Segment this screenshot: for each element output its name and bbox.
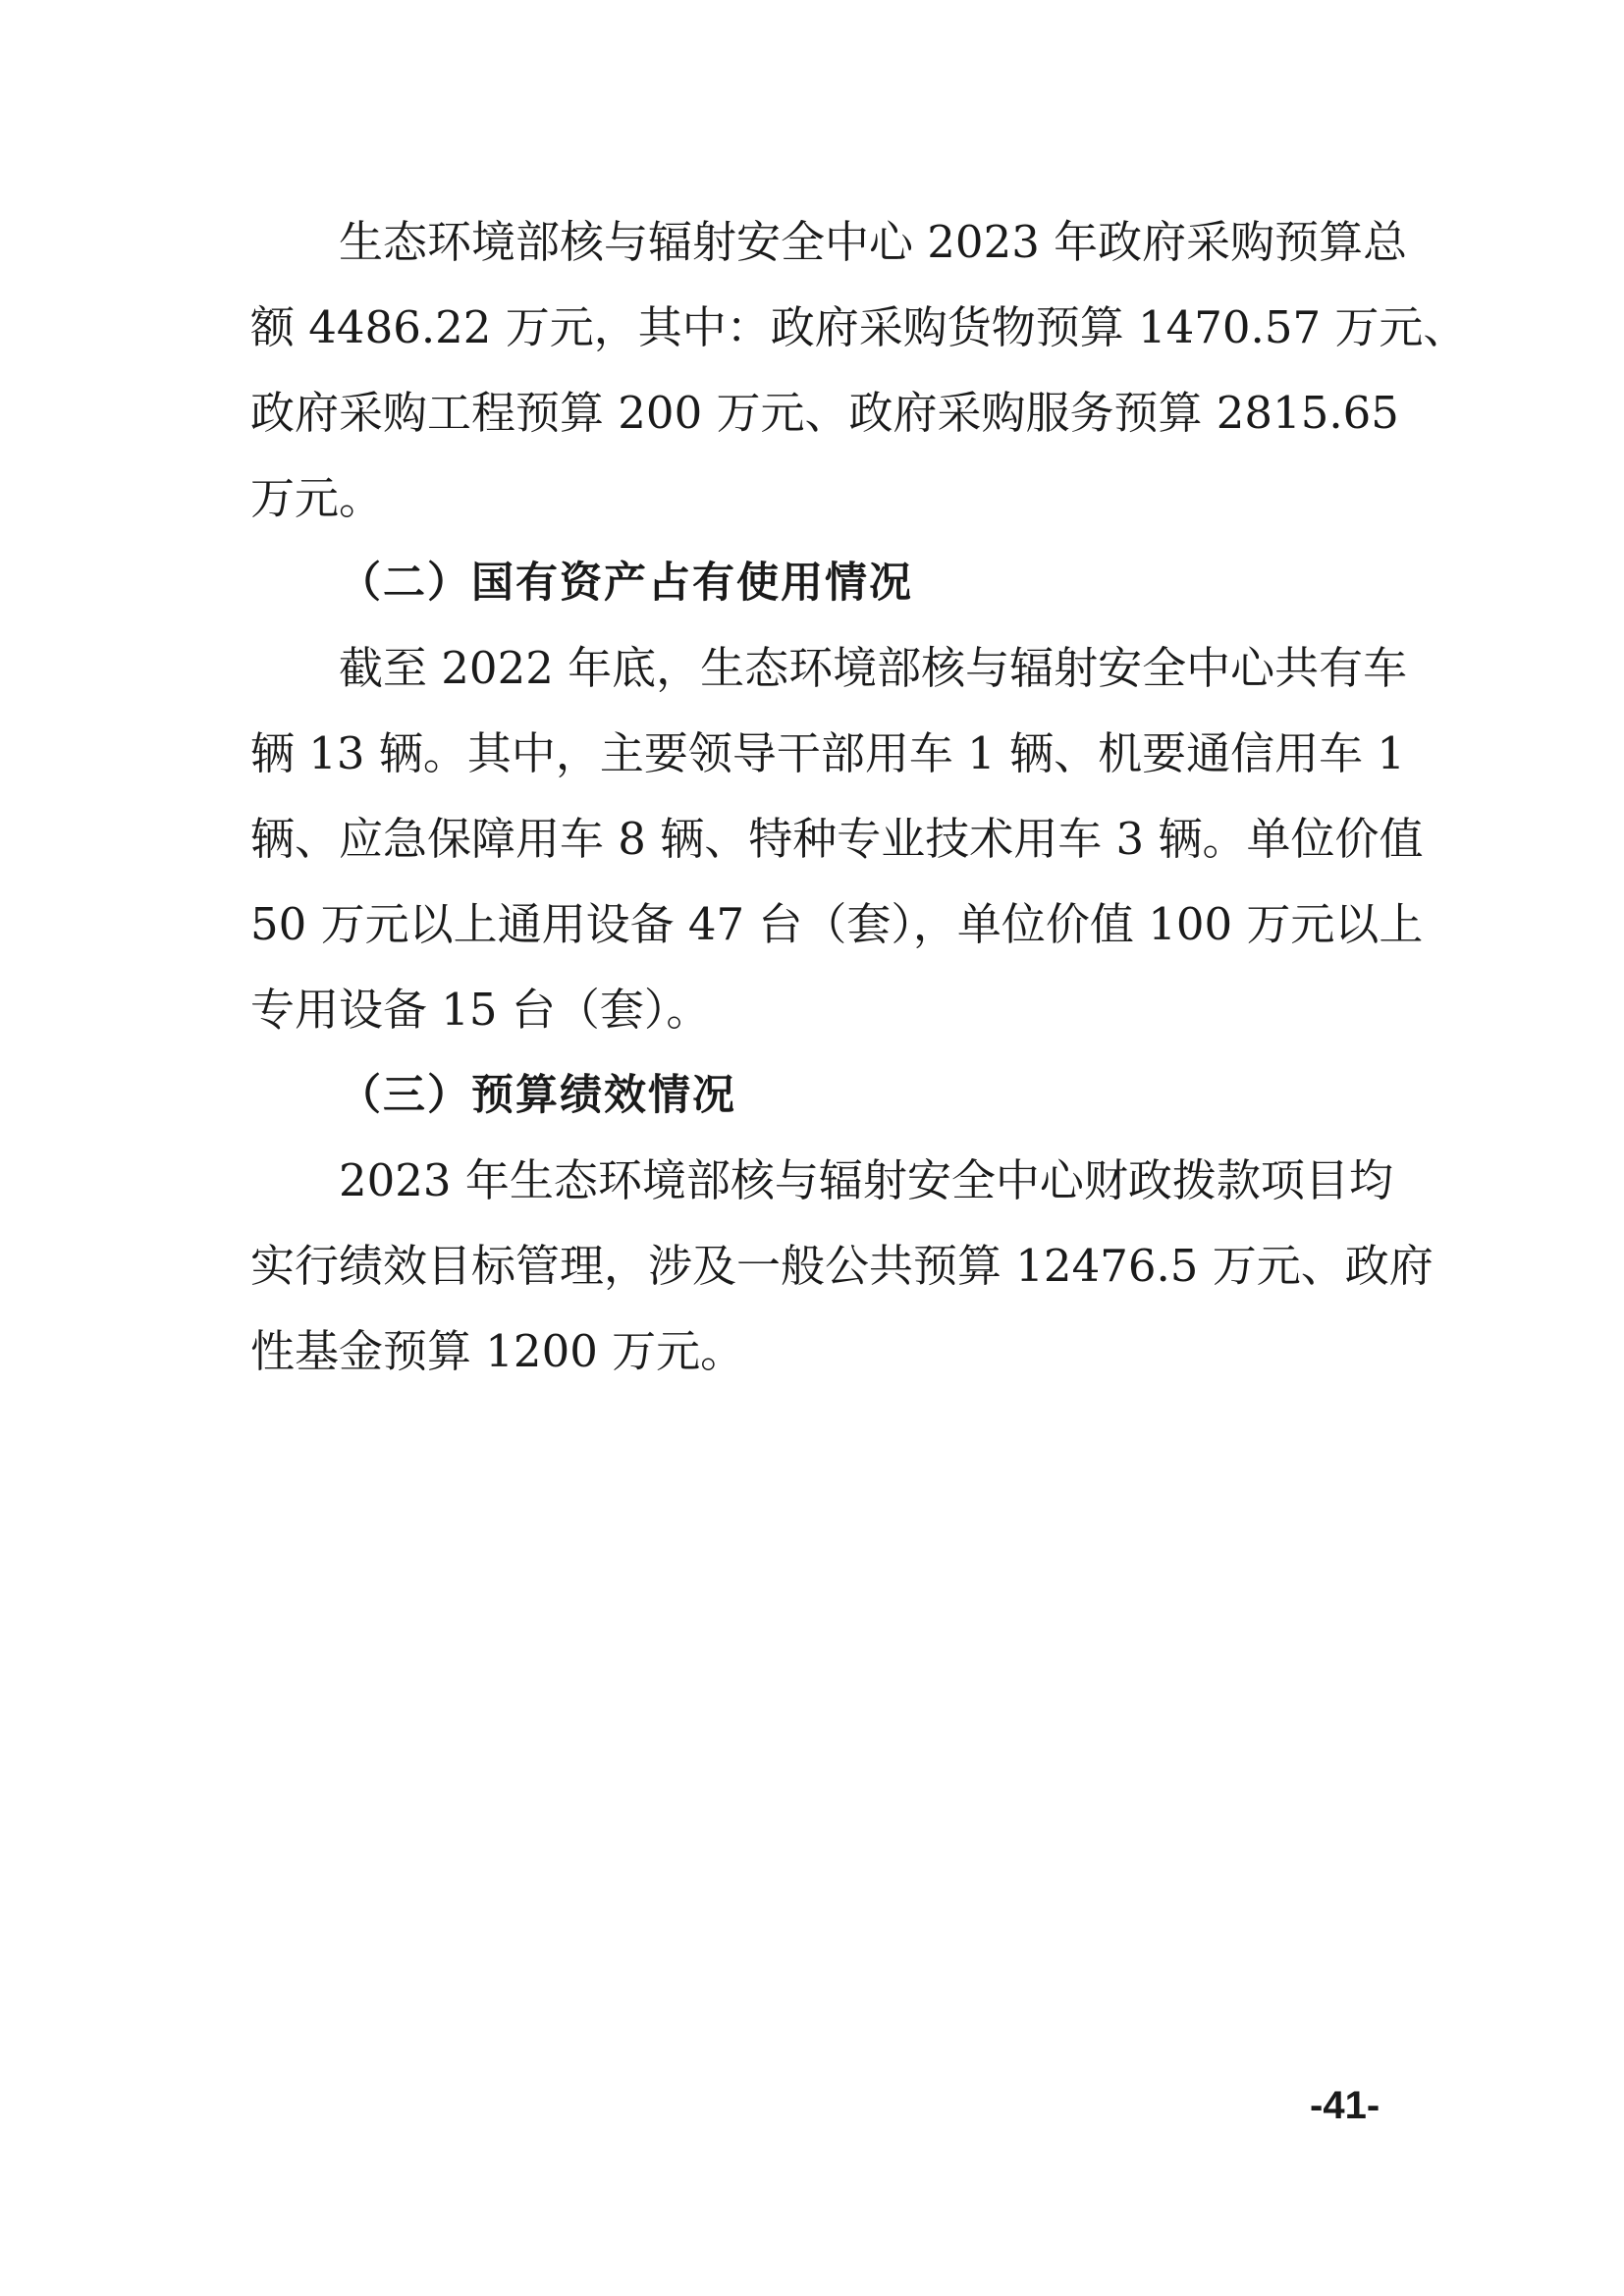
text-line: 50 万元以上通用设备 47 台（套），单位价值 100 万元以上	[250, 898, 1424, 950]
page-number: -41-	[1310, 2084, 1380, 2127]
section-heading-performance: （三）预算绩效情况	[339, 1071, 736, 1120]
text-line: 辆、应急保障用车 8 辆、特种专业技术用车 3 辆。单位价值	[250, 813, 1424, 865]
text-line: 辆 13 辆。其中，主要领导干部用车 1 辆、机要通信用车 1	[250, 727, 1406, 779]
text-line: 实行绩效目标管理，涉及一般公共预算 12476.5 万元、政府	[250, 1240, 1434, 1292]
text-line: 2023 年生态环境部核与辐射安全中心财政拨款项目均	[339, 1154, 1393, 1206]
section-heading-assets: （二）国有资产占有使用情况	[339, 559, 913, 608]
text-line: 专用设备 15 台（套）。	[250, 984, 711, 1036]
text-line: 额 4486.22 万元，其中：政府采购货物预算 1470.57 万元、	[250, 301, 1468, 353]
text-line: 生态环境部核与辐射安全中心 2023 年政府采购预算总	[339, 216, 1408, 268]
text-line: 万元。	[250, 472, 384, 524]
text-line: 性基金预算 1200 万元。	[250, 1325, 745, 1377]
text-line: 政府采购工程预算 200 万元、政府采购服务预算 2815.65	[250, 387, 1399, 439]
text-line: 截至 2022 年底，生态环境部核与辐射安全中心共有车	[339, 642, 1408, 694]
